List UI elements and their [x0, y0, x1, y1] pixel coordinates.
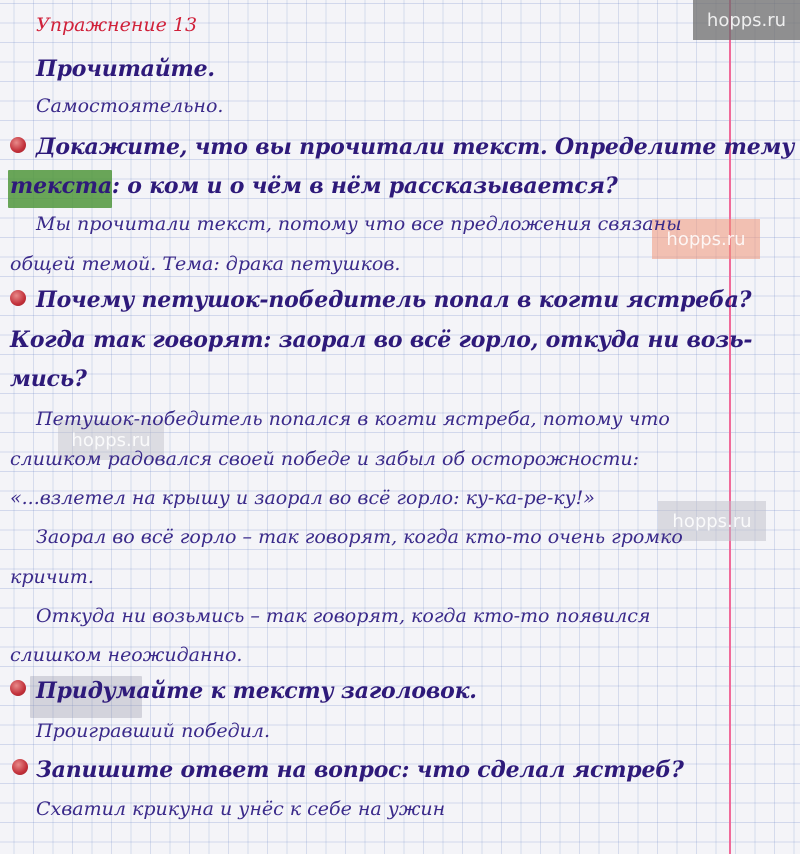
- watermark-top-right: hopps.ru: [693, 0, 800, 40]
- answer-3-line-2: слишком радовался своей победе и забыл об осторожности:: [10, 448, 640, 470]
- red-bullet-icon: [10, 290, 26, 306]
- exercise-title: Упражнение 13: [36, 14, 198, 36]
- answer-3-line-6: Откуда ни возьмись – так говорят, когда кто-то появился: [36, 605, 651, 627]
- question-3-line-2: Когда так говорят: заорал во всё горло, откуда ни возь-: [10, 327, 753, 353]
- question-5: Запишите ответ на вопрос: что сделал ястреб?: [36, 757, 684, 783]
- answer-read: Самостоятельно.: [36, 95, 224, 117]
- red-bullet-icon: [10, 680, 26, 696]
- question-3-line-3: мись?: [10, 366, 87, 392]
- answer-2-line-2: общей темой. Тема: драка петушков.: [10, 253, 401, 275]
- watermark-orange: hopps.ru: [652, 219, 760, 259]
- red-bullet-icon: [12, 759, 28, 775]
- question-3-line-1: Почему петушок-победитель попал в когти ястреба?: [36, 287, 752, 313]
- watermark-right: hopps.ru: [658, 501, 766, 541]
- answer-5: Схватил крикуна и унёс к себе на ужин: [36, 798, 446, 820]
- red-bullet-icon: [10, 137, 26, 153]
- task-read: Прочитайте.: [36, 56, 215, 82]
- watermark-left: hopps.ru: [58, 420, 164, 460]
- question-4: Придумайте к тексту заголовок.: [36, 678, 477, 704]
- notebook-margin-line: [729, 0, 731, 854]
- answer-3-line-7: слишком неожиданно.: [10, 644, 243, 666]
- answer-4: Проигравший победил.: [36, 720, 271, 742]
- question-2-line-2: текста: о ком и о чём в нём рассказывается?: [10, 173, 618, 199]
- answer-3-line-1: Петушок-победитель попался в когти ястреба, потому что: [36, 408, 670, 430]
- answer-3-line-5: кричит.: [10, 566, 94, 588]
- answer-2-line-1: Мы прочитали текст, потому что все предложения связаны: [36, 213, 682, 235]
- answer-3-line-3: «...взлетел на крышу и заорал во всё горло: ку-ка-ре-ку!»: [10, 487, 595, 509]
- answer-3-line-4: Заорал во всё горло – так говорят, когда кто-то очень громко: [36, 526, 683, 548]
- question-2-line-1: Докажите, что вы прочитали текст. Определите тему: [36, 134, 795, 160]
